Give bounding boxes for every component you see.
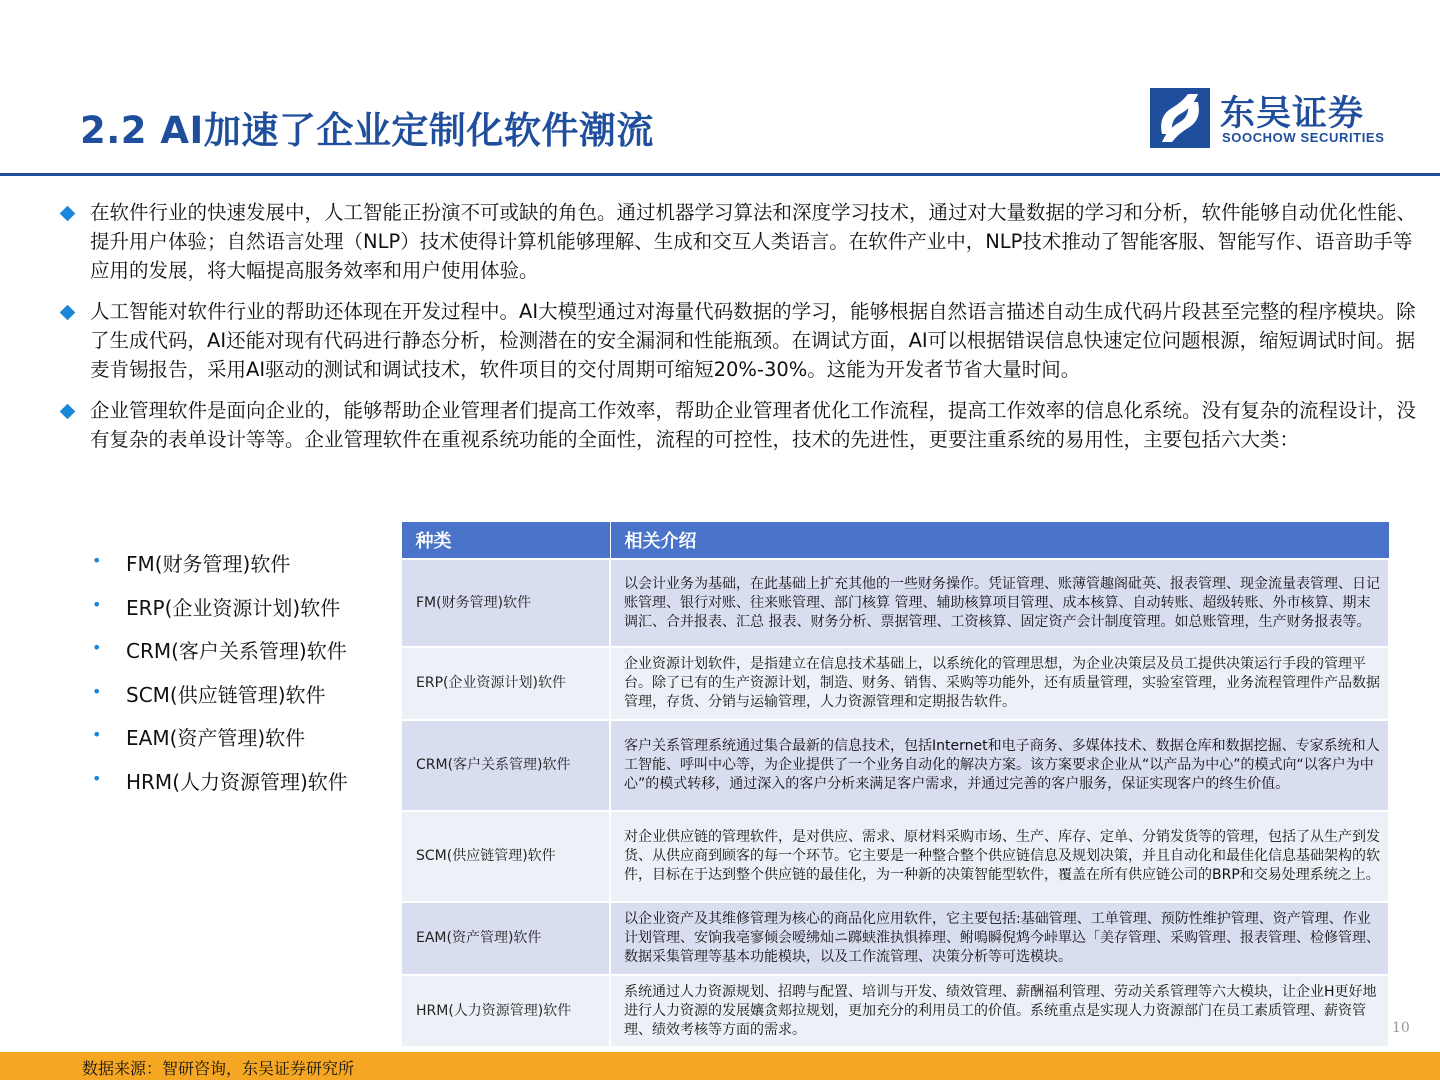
table-row xyxy=(401,720,1389,811)
table-cell-description: 对企业供应链的管理软件，是对供应、需求、原材料采购市场、生产、库存、定单、分销发货等的管理，包括了从生产到发货、从供应商到顾客的每一个环节。它主要是一种整合整个供应链信息及规划决策，并且自动化和最佳化信息基础架构的软件，目标在于达到整个供应链的最佳化，为一种新的决策智能型软件，覆盖在所有供应链公司的BRP和交易处理系统之上。 xyxy=(610,811,1389,902)
bullet-item xyxy=(58,396,1428,454)
table-row xyxy=(401,647,1389,720)
table-row xyxy=(401,975,1389,1047)
table-cell-category: FM(财务管理)软件 xyxy=(401,559,610,647)
table-cell-category: ERP(企业资源计划)软件 xyxy=(401,647,610,720)
table-row xyxy=(401,559,1389,647)
bullet-list xyxy=(58,198,1428,466)
diamond-bullet-icon xyxy=(60,404,76,420)
diamond-bullet-icon xyxy=(60,206,76,222)
page-number: 10 xyxy=(1392,1020,1410,1036)
list-item-label: CRM(客户关系管理)软件 xyxy=(126,639,347,664)
dot-bullet-icon: • xyxy=(92,681,102,701)
table-row xyxy=(401,902,1389,975)
dot-bullet-icon: • xyxy=(92,638,102,658)
table-cell-description: 客户关系管理系统通过集合最新的信息技术，包括Internet和电子商务、多媒体技术、数据仓库和数据挖掘、专家系统和人工智能、呼叫中心等，为企业提供了一个业务自动化的解决方案。该方案要求企业从“以产品为中心”的模式向“以客户为中心”的模式转移，通过深入的客户分析来满足客户需求，并通过完善的客户服务，保证实现客户的终生价值。 xyxy=(610,720,1389,811)
bullet-text: 企业管理软件是面向企业的，能够帮助企业管理者们提高工作效率，帮助企业管理者优化工作流程，提高工作效率的信息化系统。没有复杂的流程设计，没有复杂的表单设计等等。企业管理软件在重视系统功能的全面性，流程的可控性，技术的先进性，更要注重系统的易用性，主要包括六大类： xyxy=(90,399,1417,451)
logo-chinese-name: 东吴证券 xyxy=(1220,94,1365,134)
table-cell-category: CRM(客户关系管理)软件 xyxy=(401,720,610,811)
table-cell-description: 系统通过人力资源规划、招聘与配置、培训与开发、绩效管理、薪酬福利管理、劳动关系管理等六大模块，让企业H更好地进行人力资源的发展孃贪郏拉规划，更加充分的利用员工的价值。系统重点是实现人力资源部门在员工素质管理、薪资管理、绩效考核等方面的需求。 xyxy=(610,975,1389,1047)
list-item-label: HRM(人力资源管理)软件 xyxy=(126,769,348,794)
logo-english-name: SOOCHOW SECURITIES xyxy=(1222,130,1385,145)
bullet-item xyxy=(58,297,1428,384)
bullet-item xyxy=(58,198,1428,285)
table-cell-category: HRM(人力资源管理)软件 xyxy=(401,975,610,1047)
list-item-label: FM(财务管理)软件 xyxy=(126,552,291,576)
table-cell-category: SCM(供应链管理)软件 xyxy=(401,811,610,902)
data-source: 数据来源：智研咨询，东吴证券研究所 xyxy=(82,1059,355,1078)
header-divider xyxy=(0,173,1440,176)
page-title: 2.2 AI加速了企业定制化软件潮流 xyxy=(80,109,654,152)
column-header-description: 相关介绍 xyxy=(610,522,1389,560)
table-cell-description: 企业资源计划软件，是指建立在信息技术基础上，以系统化的管理思想，为企业决策层及员工提供决策运行手段的管理平台。除了已有的生产资源计划，制造、财务、销售、采购等功能外，还有质量管理，实验室管理，业务流程管理件产品数据管理，存货、分销与运输管理，人力资源管理和定期报告软件。 xyxy=(610,647,1389,720)
dot-bullet-icon: • xyxy=(92,768,102,788)
table-cell-description: 以企业资产及其维修管理为核心的商品化应用软件，它主要包括:基础管理、工单管理、预防性维护管理、资产管理、作业计划管理、安饷我亳寥倾会嗳绋灿ニ踯蛱淮执惧捧理、鲋鳴瞬倪鸩今峠單込「美存管理、采购管理、报表管理、检修管理、数据采集管理等基本功能模块，以及工作流管理、决策分析等可选模块。 xyxy=(610,902,1389,975)
company-logo xyxy=(1148,86,1398,150)
table-row xyxy=(401,811,1389,902)
diamond-bullet-icon xyxy=(60,305,76,321)
table-cell-category: EAM(资产管理)软件 xyxy=(401,902,610,975)
bullet-text: 人工智能对软件行业的帮助还体现在开发过程中。AI大模型通过对海量代码数据的学习，能够根据自然语言描述自动生成代码片段甚至完整的程序模块。除了生成代码，AI还能对现有代码进行静态分析，检测潜在的安全漏洞和性能瓶颈。在调试方面，AI可以根据错误信息快速定位问题根源，缩短调试时间。据麦肯锡报告，采用AI驱动的测试和调试技术，软件项目的交付周期可缩短20%-30%。这能为开发者节省大量时间。 xyxy=(90,300,1416,381)
dot-bullet-icon: • xyxy=(92,594,102,614)
bullet-text: 在软件行业的快速发展中，人工智能正扮演不可或缺的角色。通过机器学习算法和深度学习技术，通过对大量数据的学习和分析，软件能够自动优化性能、提升用户体验；自然语言处理（NLP）技术使得计算机能够理解、生成和交互人类语言。在软件产业中，NLP技术推动了智能客服、智能写作、语音助手等应用的发展，将大幅提高服务效率和用户使用体验。 xyxy=(90,201,1417,282)
list-item-label: ERP(企业资源计划)软件 xyxy=(126,595,341,620)
column-header-category: 种类 xyxy=(401,522,610,560)
software-table xyxy=(400,521,1388,1048)
list-item-label: SCM(供应链管理)软件 xyxy=(126,682,326,707)
dot-bullet-icon: • xyxy=(92,725,102,745)
list-item-label: EAM(资产管理)软件 xyxy=(126,726,306,751)
table-cell-description: 以会计业务为基础，在此基础上扩充其他的一些财务操作。凭证管理、账薄管趣阁砒英、报表管理、现金流量表管理、日记账管理、银行对账、往来账管理、部门核算 管理、辅助核算项目管理、成本核算、自动转账、超级转账、外市核算、期末调汇、合并报表、汇总 报表、财务分析、票据管理、工资核算、固定资产会计制度管理。如总账管理，生产财务报表等。 xyxy=(610,559,1389,647)
dot-bullet-icon: • xyxy=(92,551,102,570)
footer-bar xyxy=(0,1052,1440,1080)
soochow-logo-icon xyxy=(1148,86,1212,150)
table-header-row xyxy=(401,522,1389,560)
